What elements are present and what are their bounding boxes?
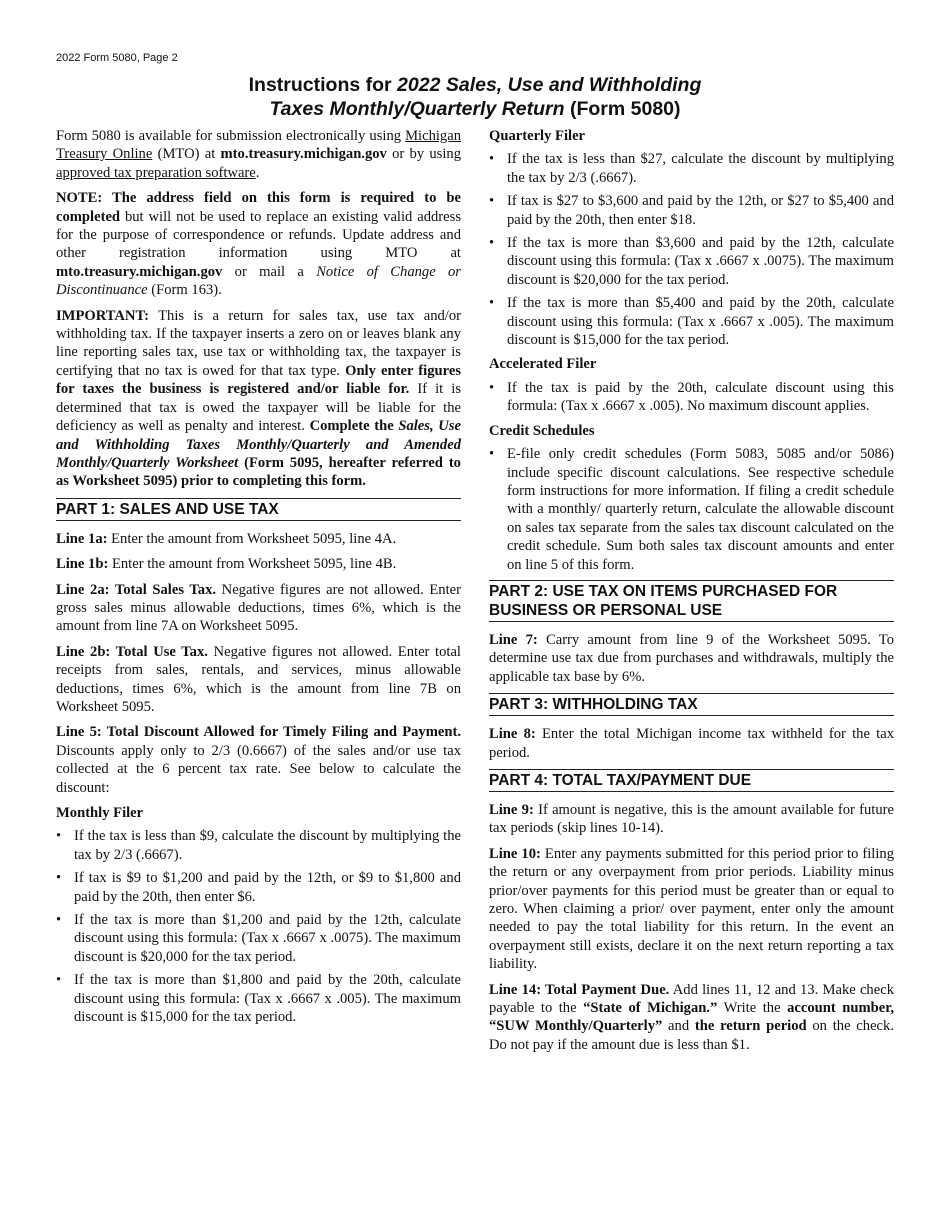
bullet-text: If tax is $27 to $3,600 and paid by the 12th, or $27 to $5,400 and paid by the 20th, then enter $18. (507, 193, 894, 228)
text-run: Line 8: (489, 726, 536, 743)
text-run: Discounts apply only to 2/3 (0.6667) of the sales and/or use tax collected at the 6 percent tax rate. See below to calculate the discount: (56, 742, 461, 796)
line-2b-instruction (56, 643, 461, 717)
text-run: Negative figures are not allowed. Enter gross sales minus allowable deductions, times 6%, which is the amount from line 7A on Worksheet 5095. (56, 581, 461, 635)
text-run: (Form 163). (147, 282, 222, 299)
text-run: Sales, Use and Withholding Taxes Monthly/Quarterly and Amended Monthly/Quarterly Worksheet (56, 418, 461, 471)
page-header: 2022 Form 5080, Page 2 (56, 52, 178, 64)
text-run: (Form 5095, hereafter referred to as Worksheet 5095) prior to completing this form. (56, 454, 461, 490)
line-8-instruction (489, 725, 894, 762)
bullet-icon: • (489, 295, 495, 312)
text-run: Line 9: (489, 801, 534, 818)
bullet-text: If tax is $9 to $1,200 and paid by the 12th, or $9 to $1,800 and paid by the 20th, then enter $6. (74, 870, 461, 905)
text-run: Instructions for (248, 74, 398, 96)
important-paragraph (56, 307, 461, 491)
bullet-item (489, 379, 894, 416)
text-run: mto.treasury.michigan.gov (220, 146, 387, 163)
bullet-text: If the tax is more than $5,400 and paid by the 20th, calculate discount using this formula: (Tax x .6667 x .005). The maximum discount is $15,000 for the tax period. (507, 295, 894, 349)
text-run: Add lines 11, 12 and 13. Make check payable to the (489, 981, 894, 1017)
page-title (0, 73, 950, 121)
bullet-text: If the tax is more than $1,200 and paid by the 12th, calculate discount using this formula: (Tax x .6667 x .0075). The maximum discount is $20,000 for the tax period. (74, 912, 461, 965)
bullet-icon: • (56, 972, 62, 989)
text-run: This is a return for sales tax, use tax and/or withholding tax. If the taxpayer inserts a zero on or leaves blank any line reporting sales tax, use tax or withholding tax, the taxpayer is certifying that no tax is owed for that tax type. (56, 307, 461, 379)
text-run: “State of Michigan.” (583, 1000, 718, 1017)
bullet-icon: • (56, 912, 62, 929)
bullet-icon: • (489, 151, 495, 168)
text-run: mto.treasury.michigan.gov (56, 263, 223, 280)
part4-heading: PART 4: TOTAL TAX/PAYMENT DUE (489, 769, 894, 792)
right-column (489, 127, 894, 1061)
line-9-instruction (489, 801, 894, 838)
bullet-text: If the tax is more than $1,800 and paid by the 20th, calculate discount using this formula: (Tax x .6667 x .005). The maximum discount is $15,000 for the tax period. (74, 972, 461, 1026)
line-5-instruction (56, 723, 461, 797)
text-run: and (662, 1018, 695, 1035)
left-column (56, 127, 461, 1032)
text-run: or mail a (222, 263, 317, 280)
bullet-text: If the tax is less than $9, calculate the discount by multiplying the tax by 2/3 (.6667). (74, 828, 461, 863)
intro-paragraph (56, 127, 461, 182)
bullet-item (56, 869, 461, 906)
bullet-icon: • (56, 870, 62, 887)
text-run: Taxes Monthly/Quarterly Return (269, 98, 565, 120)
text-run: Form 5080 is available for submission electronically using (56, 128, 406, 144)
line-7-instruction (489, 631, 894, 686)
line-14-instruction (489, 981, 894, 1055)
text-run: approved tax preparation software (56, 164, 256, 181)
accelerated-filer-heading: Accelerated Filer (489, 356, 597, 373)
bullet-item (56, 911, 461, 966)
accelerated-filer-list (489, 379, 894, 416)
quarterly-filer-list (489, 150, 894, 349)
text-run: Line 2b: Total Use Tax. (56, 643, 208, 660)
text-run: Enter the total Michigan income tax withheld for the tax period. (489, 726, 894, 761)
bullet-icon: • (489, 379, 495, 396)
bullet-item (489, 445, 894, 574)
note-paragraph (56, 189, 461, 299)
text-run: Notice of Change or Discontinuance (56, 263, 461, 299)
text-run: Enter the amount from Worksheet 5095, line 4A. (107, 530, 397, 547)
text-run: Complete the (309, 418, 399, 435)
part2-heading: PART 2: USE TAX ON ITEMS PURCHASED FOR BUSINESS OR PERSONAL USE (489, 580, 894, 622)
bullet-text: If the tax is paid by the 20th, calculate discount using this formula: (Tax x .6667 x .005). No maximum discount applies. (507, 379, 894, 415)
text-run: Line 10: (489, 845, 541, 862)
text-run: Write the (717, 1000, 788, 1017)
bullet-icon: • (489, 235, 495, 252)
text-run: Carry amount from line 9 of the Worksheet 5095. To determine use tax due from purchases and withdrawals, multiply the applicable tax base by 6%. (489, 631, 894, 685)
bullet-icon: • (489, 446, 495, 463)
bullet-item (489, 150, 894, 187)
text-run: Only enter figures for taxes the business is registered and/or liable for. (56, 362, 461, 398)
text-run: IMPORTANT: (56, 307, 149, 324)
text-run: If it is determined that tax is owed the taxpayer will be liable for the deficiency as well as penalty and interest. (56, 381, 461, 435)
text-run: Line 5: Total Discount Allowed for Timely Filing and Payment. (56, 724, 461, 741)
bullet-item (489, 294, 894, 349)
credit-schedules-heading: Credit Schedules (489, 422, 595, 439)
bullet-item (56, 971, 461, 1026)
credit-schedules-list (489, 445, 894, 574)
text-run: Line 14: Total Payment Due. (489, 981, 670, 998)
text-run: the return period (694, 1018, 807, 1035)
text-run: account number, “SUW Monthly/Quarterly” (489, 1000, 894, 1035)
text-run: but will not be used to replace an existing valid address for the purpose of correspondence or refunds. Update address and other registration information using MTO at (56, 208, 461, 262)
monthly-filer-list (56, 827, 461, 1026)
bullet-text: E-file only credit schedules (Form 5083, 5085 and/or 5086) include specific discount calculations. See respective schedule form instructions for more information. If filing a credit schedule with a monthly/ quarterly return, calculate the allowable discount on sales tax separate from the sales tax discount calculated on the credit schedule. Sum both sales tax discount amounts and enter on line 5 of this form. (507, 446, 894, 573)
bullet-icon: • (56, 828, 62, 845)
monthly-filer-heading: Monthly Filer (56, 805, 144, 821)
bullet-item (489, 192, 894, 229)
text-run: (Form 5080) (564, 98, 681, 120)
text-run: Michigan Treasury Online (56, 128, 461, 163)
text-run: or by using (386, 146, 461, 163)
title-line-1 (0, 73, 950, 97)
bullet-text: If the tax is less than $27, calculate the discount by multiplying the tax by 2/3 (.6667). (507, 151, 894, 186)
bullet-item (56, 827, 461, 864)
line-10-instruction (489, 845, 894, 974)
text-run: Line 7: (489, 631, 538, 648)
bullet-text: If the tax is more than $3,600 and paid by the 12th, calculate discount using this formula: (Tax x .6667 x .0075). The maximum discount is $20,000 for the tax period. (507, 235, 894, 288)
text-run: on the check. Do not pay if the amount due is less than $1. (489, 1018, 894, 1053)
line-1b-instruction (56, 555, 461, 573)
text-run: NOTE: The address field on this form is required to be completed (56, 190, 461, 225)
line-2a-instruction (56, 581, 461, 636)
text-run: Enter any payments submitted for this period prior to filing the return or any overpayment from prior periods. Liability minus prior/over payments for this period must be greater than or equal to zero. When claiming a prior/ over payment, enter only the amount needed to pay the total liability for this return. In the event an overpayment still exists, declare it on the next return reporting a tax liability. (489, 845, 895, 973)
line-1a-instruction (56, 530, 461, 548)
text-run: Negative figures not allowed. Enter total receipts from sales, rentals, and services, minus allowable deductions, times 6%, which is the amount from line 7B on Worksheet 5095. (56, 643, 461, 715)
quarterly-filer-heading: Quarterly Filer (489, 128, 586, 144)
part1-heading: PART 1: SALES AND USE TAX (56, 498, 461, 521)
text-run: 2022 Sales, Use and Withholding (397, 74, 702, 96)
title-line-2 (0, 97, 950, 121)
text-run: Line 1a: (56, 530, 108, 547)
text-run: . (255, 164, 260, 181)
bullet-icon: • (489, 193, 495, 210)
text-run: If amount is negative, this is the amount available for future tax periods (skip lines 10-14). (489, 801, 894, 837)
text-run: (MTO) at (152, 146, 221, 163)
part3-heading: PART 3: WITHHOLDING TAX (489, 693, 894, 716)
text-run: Line 1b: (56, 556, 109, 573)
text-run: Line 2a: Total Sales Tax. (56, 581, 217, 598)
bullet-item (489, 234, 894, 289)
text-run: Enter the amount from Worksheet 5095, line 4B. (108, 556, 397, 573)
